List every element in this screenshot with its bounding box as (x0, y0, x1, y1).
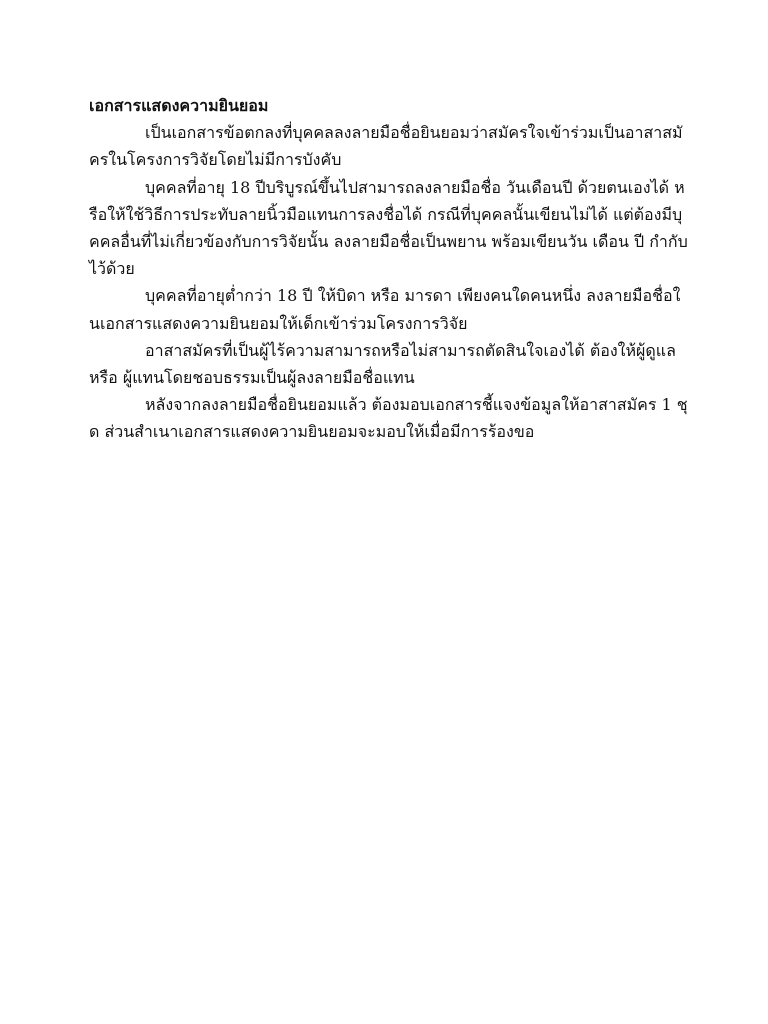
paragraph-after-signing: หลังจากลงลายมือชื่อยินยอมแล้ว ต้องมอบเอกสารชี้แจงข้อมูลให้อาสาสมัคร 1 ชุด ส่วนสำเนาเอกสารแสดงความยินยอมจะมอบให้เมื่อมีการร้องขอ (89, 395, 688, 442)
document-title: เอกสารแสดงความยินยอม (89, 96, 269, 115)
paragraph-incapable-volunteer: อาสาสมัครที่เป็นผู้ไร้ความสามารถหรือไม่สามารถตัดสินใจเองได้ ต้องให้ผู้ดูแล หรือ ผู้แทนโดยชอบธรรมเป็นผู้ลงลายมือชื่อแทน (89, 340, 676, 388)
paragraph-minor-signing: บุคคลที่อายุต่ำกว่า 18 ปี ให้บิดา หรือ มารดา เพียงคนใดคนหนึ่ง ลงลายมือชื่อในเอกสารแสดงความยินยอมให้เด็กเข้าร่วมโครงการวิจัย (89, 286, 681, 333)
document-page (89, 92, 689, 446)
paragraph-adult-signing: บุคคลที่อายุ 18 ปีบริบูรณ์ขึ้นไปสามารถลงลายมือชื่อ วันเดือนปี ด้วยตนเองได้ หรือให้ใช้วิธีการประทับลายนิ้วมือแทนการลงชื่อได้ กรณีที่บุคคลนั้นเขียนไม่ได้ แต่ต้องมีบุคคลอื่นที่ไม่เกี่ยวข้องกับการวิจัยนั้น ลงลายมือชื่อเป็นพยาน พร้อมเขียนวัน เดือน ปี กำกับไว้ด้วย (89, 177, 688, 279)
paragraph-consent-definition: เป็นเอกสารข้อตกลงที่บุคคลลงลายมือชื่อยินยอมว่าสมัครใจเข้าร่วมเป็นอาสาสมัครในโครงการวิจัยโดยไม่มีการบังคับ (89, 123, 683, 170)
